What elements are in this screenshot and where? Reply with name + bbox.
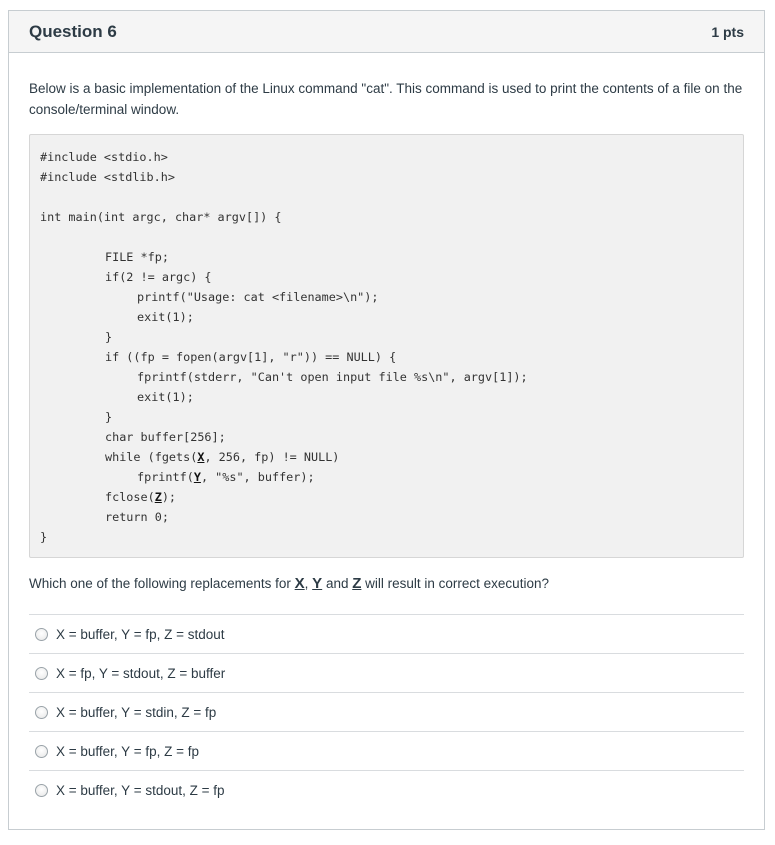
code-line: printf("Usage: cat <filename>\n"); [137,290,379,304]
code-blank-line [40,227,733,247]
radio-button[interactable] [35,667,48,680]
code-line: } [105,410,113,424]
code-line: #include <stdlib.h> [40,170,175,184]
question-title: Question 6 [29,21,117,41]
radio-button[interactable] [35,784,48,797]
radio-button[interactable] [35,628,48,641]
question-segment: Which one of the following replacements for [29,576,295,591]
answer-option-5[interactable] [29,770,744,809]
answer-option-4[interactable] [29,731,744,770]
radio-button[interactable] [35,745,48,758]
placeholder-z: Z [154,490,162,504]
placeholder-y: Y [193,470,201,484]
question-points: 1 pts [711,23,744,40]
code-line-fprintf [40,467,733,487]
question-header [9,11,764,53]
question-x: X [294,575,305,592]
code-line: FILE *fp; [105,250,169,264]
code-line: int main(int argc, char* argv[]) { [40,210,282,224]
code-line: } [105,330,113,344]
answer-label: X = buffer, Y = fp, Z = fp [56,743,199,759]
code-segment: while (fgets( [105,450,198,464]
code-block [29,134,744,558]
code-segment: , 256, fp) != NULL) [204,450,340,464]
answer-option-2[interactable] [29,653,744,692]
question-y: Y [312,575,323,592]
answer-list [29,614,744,809]
code-line: #include <stdio.h> [40,150,168,164]
code-line: return 0; [105,510,169,524]
code-line: fprintf(stderr, "Can't open input file %s\n", argv[1]); [137,370,528,384]
code-blank-line [40,187,733,207]
code-line: if ((fp = fopen(argv[1], "r")) == NULL) { [105,350,397,364]
question-segment: will result in correct execution? [361,576,549,591]
code-line-fgets [40,447,733,467]
code-line: if(2 != argc) { [105,270,212,284]
question-text [29,575,744,592]
answer-label: X = buffer, Y = stdin, Z = fp [56,704,217,720]
answer-label: X = buffer, Y = stdout, Z = fp [56,782,225,798]
code-line: exit(1); [137,310,194,324]
code-line: exit(1); [137,390,194,404]
code-line-fclose [40,487,733,507]
answer-option-1[interactable] [29,614,744,653]
code-line: } [40,530,48,544]
radio-button[interactable] [35,706,48,719]
question-z: Z [352,575,362,592]
question-segment: , [304,576,313,591]
placeholder-x: X [197,450,205,464]
quiz-question-card [8,10,765,830]
question-segment: and [322,576,353,591]
question-prompt: Below is a basic implementation of the Linux command "cat". This command is used to print the contents of a file on the console/terminal window. [29,81,743,117]
question-body [9,53,764,809]
answer-label: X = fp, Y = stdout, Z = buffer [56,665,226,681]
code-segment: fclose( [105,490,155,504]
code-line: char buffer[256]; [105,430,226,444]
code-segment: ); [161,490,177,504]
answer-label: X = buffer, Y = fp, Z = stdout [56,626,225,642]
code-segment: fprintf( [137,470,194,484]
answer-option-3[interactable] [29,692,744,731]
code-segment: , "%s", buffer); [200,470,315,484]
